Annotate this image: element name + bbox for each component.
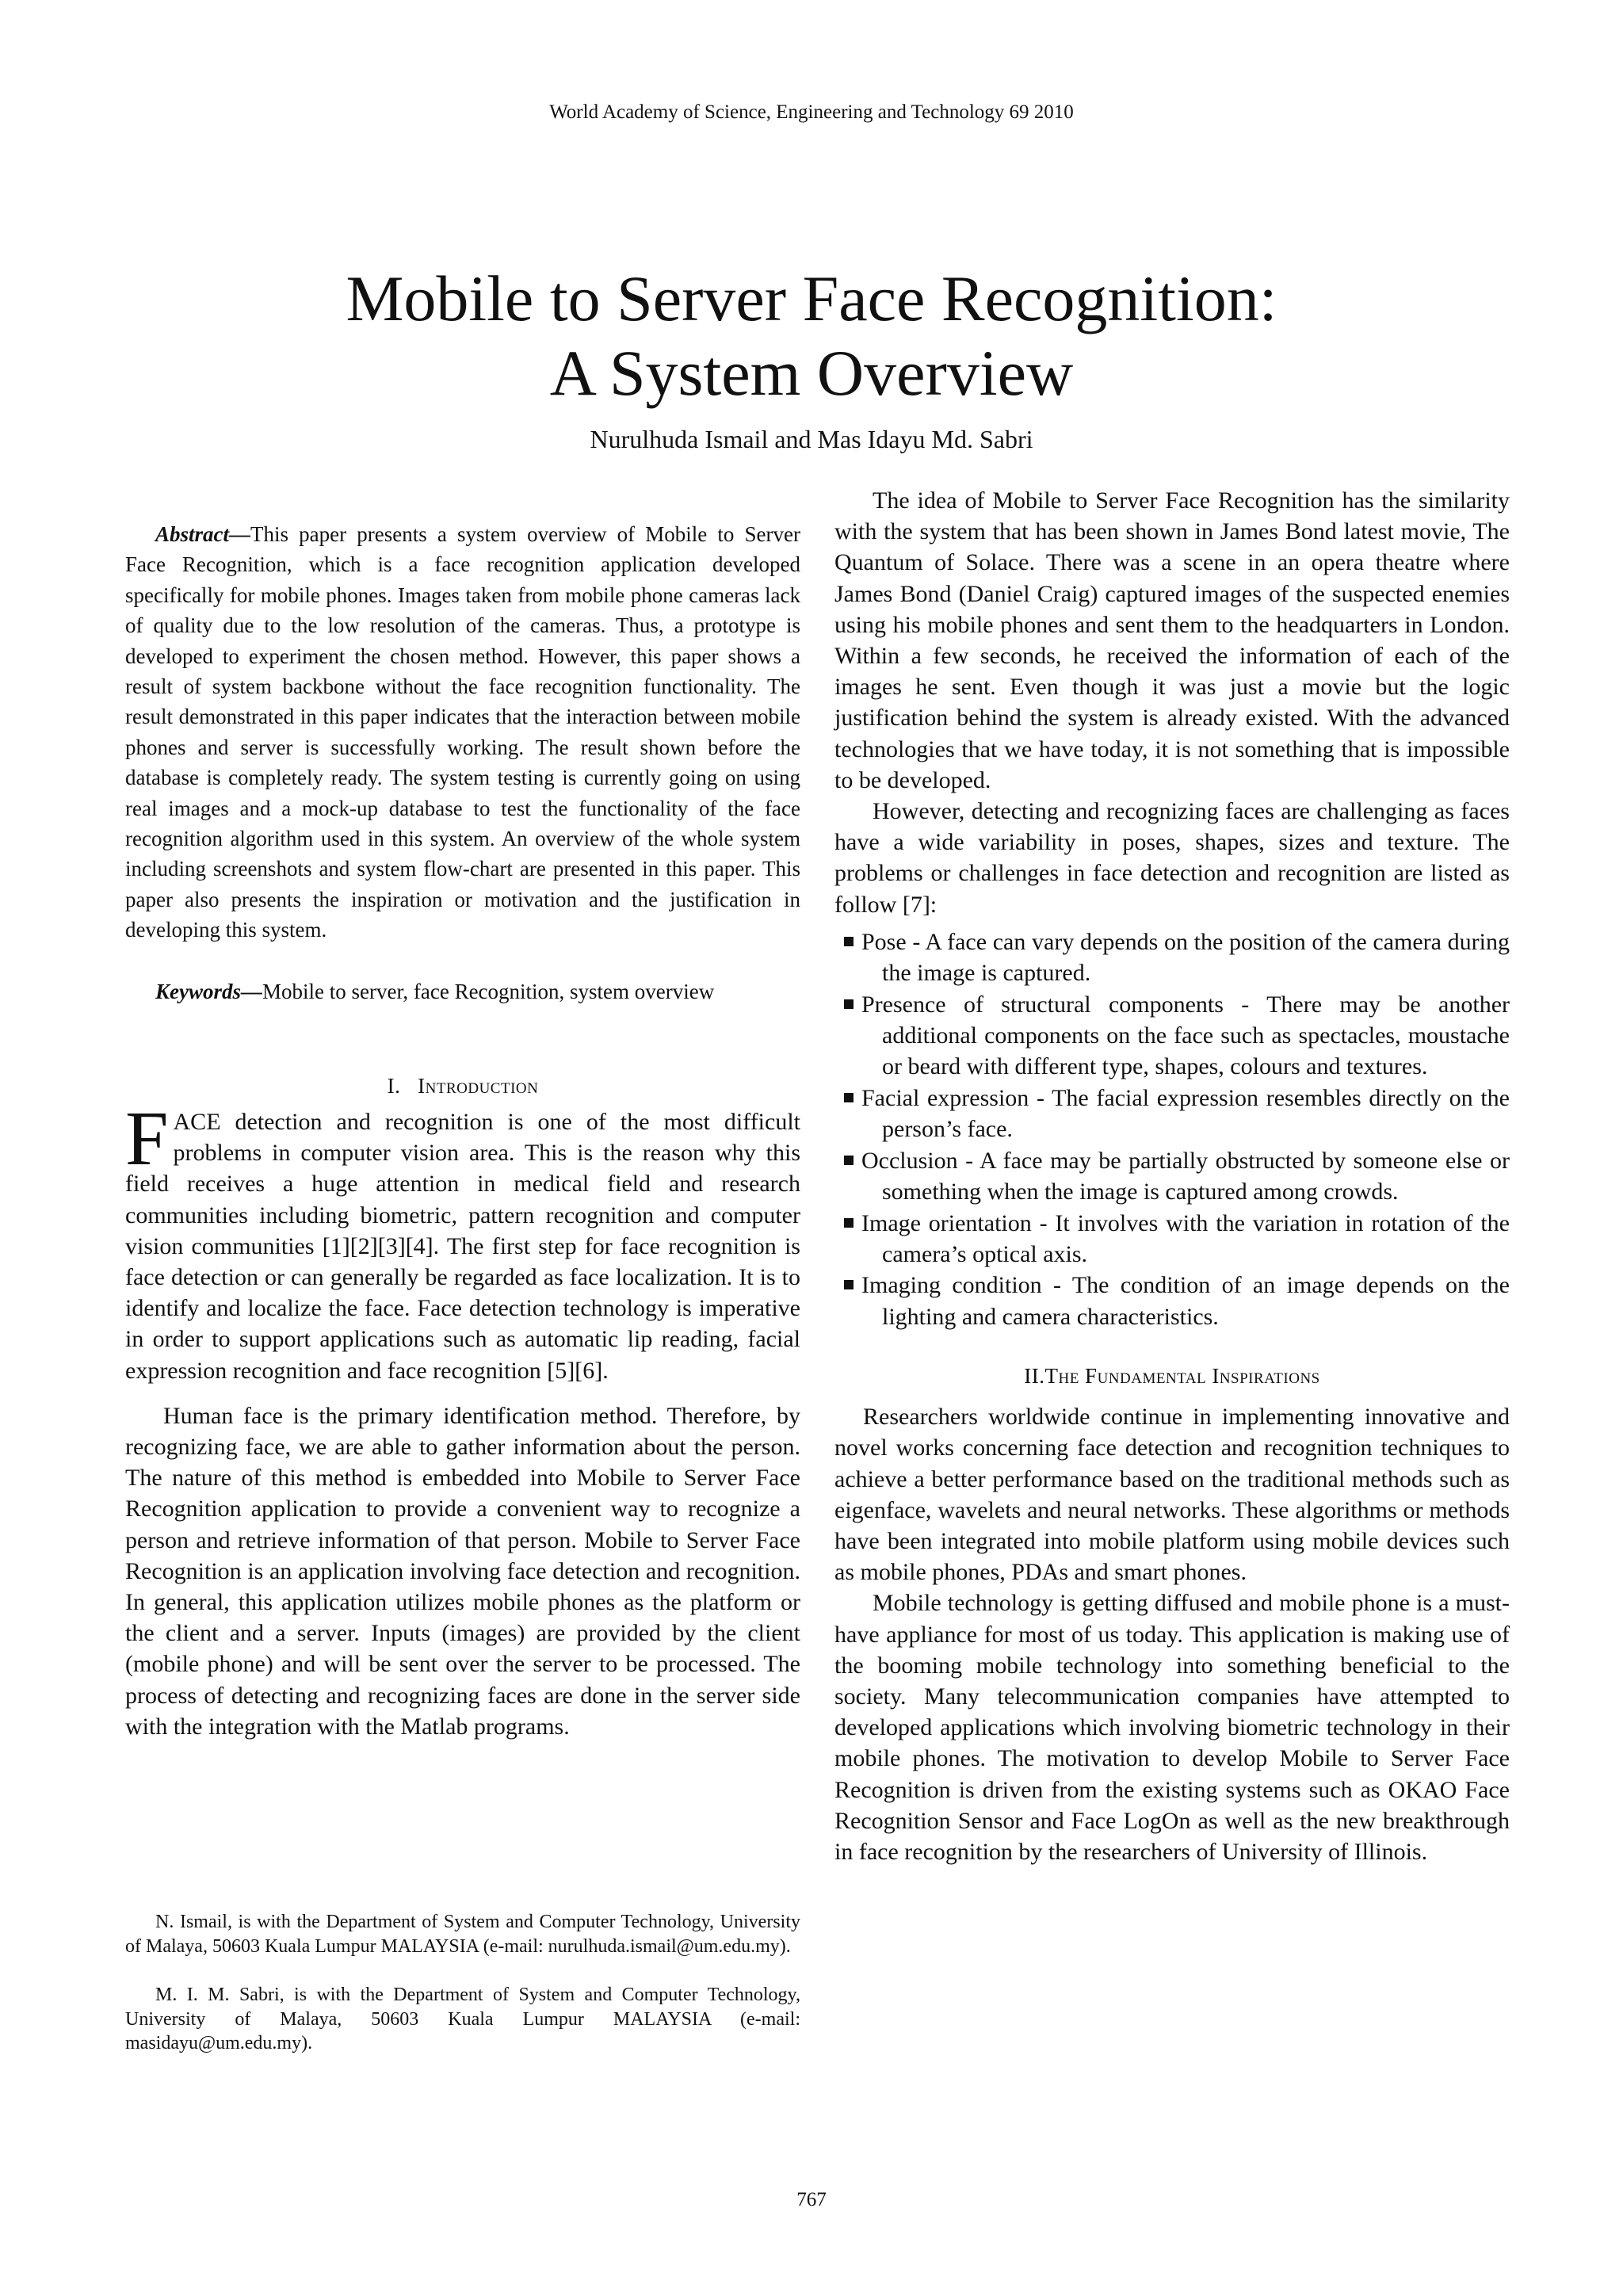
section-2-number: II.: [1024, 1364, 1045, 1389]
square-bullet-icon: [844, 1156, 854, 1165]
list-item: Imaging condition - The condition of an image depends on the lighting and camera characteristics.: [834, 1270, 1510, 1332]
title-line-2: A System Overview: [549, 337, 1074, 409]
list-item: Presence of structural components - There may be another additional components on the face such as spectacles, moustache or beard with different type, shapes, colours and textures.: [834, 989, 1510, 1083]
left-column: [125, 0, 800, 2296]
square-bullet-icon: [844, 937, 854, 946]
right-column: [834, 485, 1510, 1867]
right-para-1: The idea of Mobile to Server Face Recognition has the similarity with the system that has been shown in James Bond latest movie, The Quantum of Solace. There was a scene in an opera theatre where James Bond (Daniel Craig) captured images of the suspected enemies using his mobile phones and sent them to the headquarters in London. Within a few seconds, he received the information of each of the images he sent. Even though it was just a movie but the logic justification behind the system is already existed. With the advanced technologies that we have today, it is not something that is impossible to be developed.: [834, 487, 1510, 793]
abstract-label: Abstract: [155, 522, 230, 546]
abstract: [125, 519, 800, 946]
keywords-label: Keywords: [155, 980, 241, 1003]
section-1-para-1: [125, 1096, 800, 1386]
drop-cap: F: [125, 1096, 169, 1182]
list-item: Occlusion - A face may be partially obstructed by someone else or something when the image is captured among crowds.: [834, 1145, 1510, 1208]
square-bullet-icon: [844, 1093, 854, 1102]
section-1-title: Introduction: [418, 1074, 539, 1098]
section-2-heading: [834, 1364, 1510, 1389]
square-bullet-icon: [844, 1218, 854, 1228]
running-header: World Academy of Science, Engineering and Technology 69 2010: [549, 101, 1074, 123]
footnote-2: M. I. M. Sabri, is with the Department of System and Computer Technology, University of Malaya, 50603 Kuala Lumpur MALAYSIA (e-mail: masidayu@um.edu.my).: [125, 1985, 800, 2053]
title-line-1: Mobile to Server Face Recognition:: [346, 262, 1277, 334]
footnote-1: N. Ismail, is with the Department of System and Computer Technology, University of Malaya, 50603 Kuala Lumpur MALAYSIA (e-mail: nurulhuda.ismail@um.edu.my).: [125, 1912, 800, 1957]
keywords-dash: —: [241, 980, 262, 1003]
challenges-list: [834, 926, 1510, 1332]
square-bullet-icon: [844, 999, 854, 1009]
abstract-dash: —: [229, 522, 251, 546]
list-item: Pose - A face can vary depends on the position of the camera during the image is captured.: [834, 926, 1510, 989]
section-2-para-2: Mobile technology is getting diffused and mobile phone is a must-have appliance for most of us today. This application is making use of the booming mobile technology into something beneficial to the society. Many telecommunication companies have attempted to developed applications which involving biometric technology in their mobile phones. The motivation to develop Mobile to Server Face Recognition is driven from the existing systems such as OKAO Face Recognition Sensor and Face LogOn as well as the new breakthrough in face recognition by the researchers of University of Illinois.: [834, 1590, 1510, 1865]
list-item: Facial expression - The facial expression resembles directly on the person’s face.: [834, 1083, 1510, 1145]
page-number: 767: [796, 2189, 827, 2210]
list-item: Image orientation - It involves with the variation in rotation of the camera’s optical axis.: [834, 1208, 1510, 1270]
section-1-para-1-text: ACE detection and recognition is one of the most difficult problems in computer vision area. This is the reason why this field receives a huge attention in medical field and research communities including biometric, pattern recognition and computer vision communities [1][2][3][4]. The first step for face recognition is face detection or can generally be regarded as face localization. It is to identify and localize the face. Face detection technology is imperative in order to support applications such as automatic lip reading, facial expression recognition and face recognition [5][6].: [125, 1109, 800, 1384]
square-bullet-icon: [844, 1280, 854, 1289]
section-1-number: I.: [387, 1074, 401, 1098]
section-1-para-2: Human face is the primary identification method. Therefore, by recognizing face, we are able to gather information about the person. The nature of this method is embedded into Mobile to Server Face Recognition application to provide a convenient way to recognize a person and retrieve information of that person. Mobile to Server Face Recognition is an application involving face detection and recognition. In general, this application utilizes mobile phones as the platform or the client and a server. Inputs (images) are provided by the client (mobile phone) and will be sent over the server to be processed. The process of detecting and recognizing faces are done in the server side with the integration with the Matlab programs.: [125, 1402, 800, 1740]
abstract-text: This paper presents a system overview of Mobile to Server Face Recognition, which is a face recognition application developed specifically for mobile phones. Images taken from mobile phone cameras lack of quality due to the low resolution of the cameras. Thus, a prototype is developed to experiment the chosen method. However, this paper shows a result of system backbone without the face recognition functionality. The result demonstrated in this paper indicates that the interaction between mobile phones and server is successfully working. The result shown before the database is completely ready. The system testing is currently going on using real images and a mock-up database to test the functionality of the face recognition algorithm used in this system. An overview of the whole system including screenshots and system flow-chart are presented in this paper. This paper also presents the inspiration or motivation and the justification in developing this system.: [125, 522, 800, 942]
section-2-title: The Fundamental Inspirations: [1044, 1364, 1320, 1389]
keywords-text: Mobile to server, face Recognition, system overview: [262, 980, 715, 1003]
right-para-2: However, detecting and recognizing faces are challenging as faces have a wide variability in poses, shapes, sizes and texture. The problems or challenges in face detection and recognition are listed as follow [7]:: [834, 798, 1510, 918]
section-2-para-1: Researchers worldwide continue in implementing innovative and novel works concerning face detection and recognition techniques to achieve a better performance based on the traditional methods such as eigenface, wavelets and neural networks. These algorithms or methods have been integrated into mobile platform using mobile devices such as mobile phones, PDAs and smart phones.: [834, 1404, 1510, 1586]
section-1-heading: [125, 1074, 800, 1098]
authors: Nurulhuda Ismail and Mas Idayu Md. Sabri: [590, 425, 1033, 453]
keywords: [125, 976, 800, 1007]
section-1: [125, 1074, 800, 1742]
